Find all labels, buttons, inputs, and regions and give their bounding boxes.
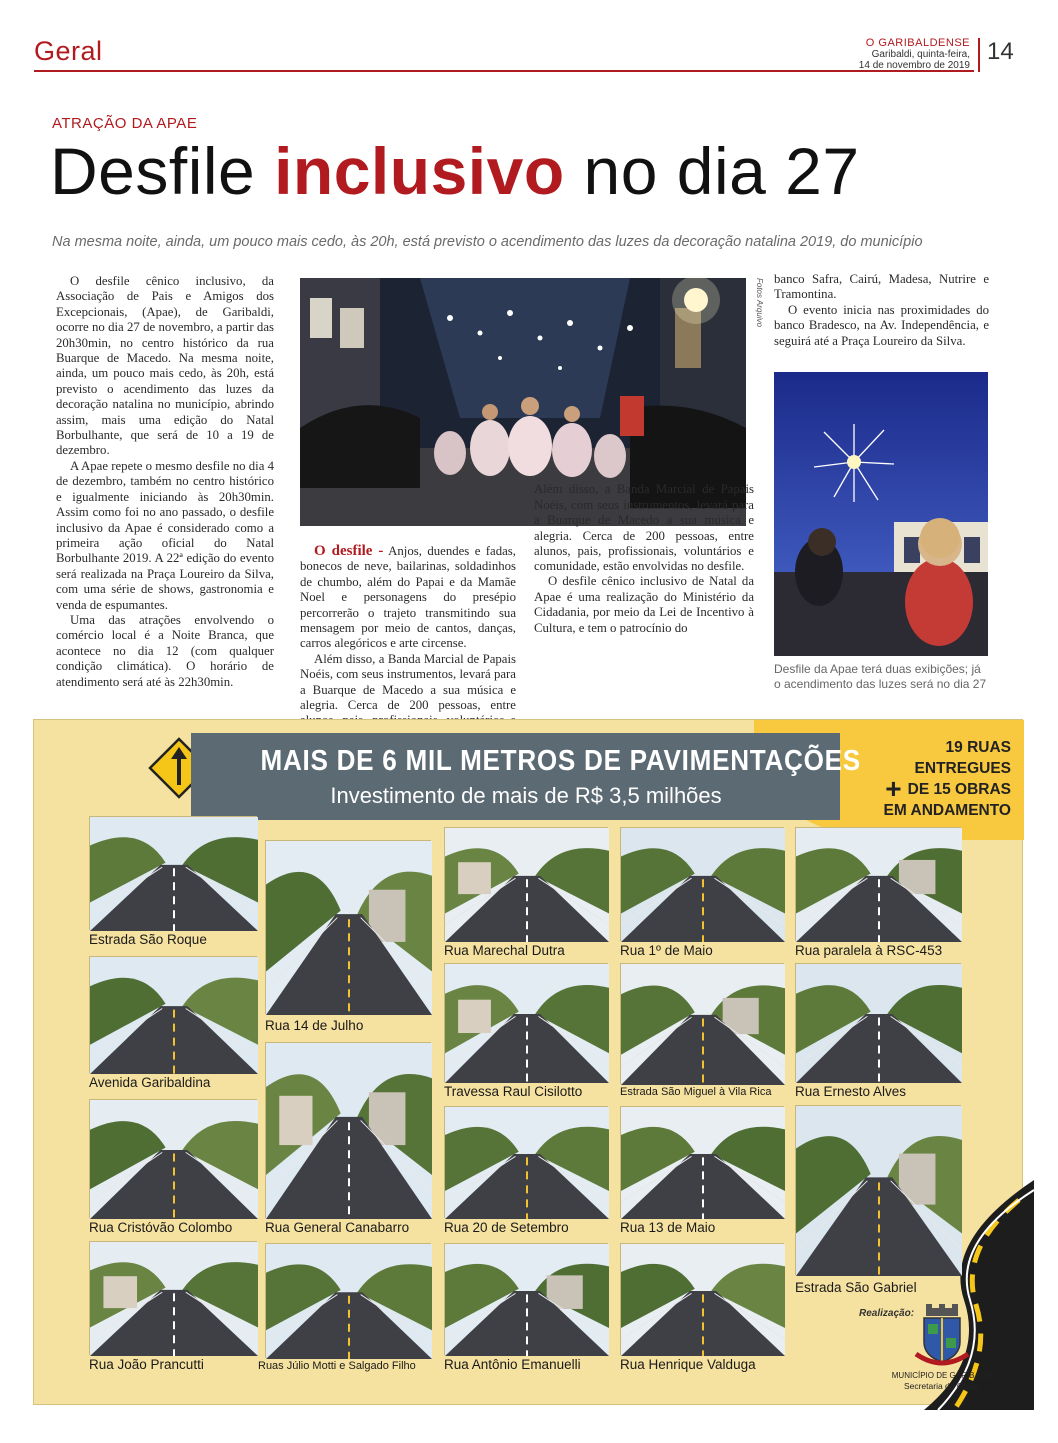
- paragraph: O desfile cênico inclusivo de Natal da Apae é uma realização do Ministério da Cidadania, por meio da Lei de Incentivo à Cultura, e tem o patrocínio do: [534, 574, 754, 635]
- headline-part-2: no dia 27: [564, 134, 860, 208]
- ad-banner: [191, 733, 861, 820]
- department-name: Secretaria de Obras: [903, 1381, 981, 1391]
- paragraph: O desfile cênico inclusivo, da Associação de Pais e Amigos dos Excepcionais, (Apae), de Garibaldi, ocorre no dia 27 de novembro, a partir das 20h30min, no centro histórico da rua Buarque de Macedo. Na mesma noite, ainda, um pouco mais cedo, às 20h, está previsto o acendimento das luzes da decoração natalina no município, abrindo assim, mais uma edição do Natal Borbulhante, que será de 10 a 19 de dezembro.: [56, 274, 274, 458]
- article-subhead: Na mesma noite, ainda, um pouco mais cedo, às 20h, está previsto o acendimento das luzes da decoração natalina 2019, do município: [52, 234, 923, 250]
- paragraph: Além disso, a Banda Marcial de Papais Noéis, com seus instrumentos, levará para a Buarque de Macedo a sua música e alegria. Cerca de 200 pessoas, entre: [300, 651, 516, 713]
- road-photo: [620, 1106, 784, 1218]
- ad-subtitle: Investimento de mais de R$ 3,5 milhões: [330, 783, 722, 808]
- newspaper-info: [859, 38, 970, 71]
- page-number: 14: [987, 38, 1014, 65]
- stat-line: EM ANDAMENTO: [883, 802, 1011, 819]
- road-photo: [444, 1243, 608, 1355]
- stat-line: ENTREGUES: [914, 760, 1011, 777]
- road-caption: Rua Cristóvão Colombo: [89, 1220, 233, 1235]
- road-photo: [265, 1243, 431, 1358]
- paving-advertisement: [33, 719, 1023, 1405]
- municipal-crest-icon: [914, 1304, 970, 1370]
- paragraph: O evento inicia nas proximidades do banco Bradesco, na Av. Independência, e seguirá até a Praça Loureiro da Silva.: [774, 302, 989, 348]
- road-photo: [89, 1241, 257, 1355]
- road-caption: Rua General Canabarro: [265, 1220, 410, 1235]
- page-number-divider: [978, 38, 980, 72]
- road-photo: [444, 963, 608, 1082]
- road-caption: Rua paralela à RSC-453: [795, 943, 943, 958]
- plus-icon: +: [885, 773, 902, 804]
- paragraph: banco Safra, Cairú, Madesa, Nutrire e Tramontina.: [774, 272, 989, 302]
- road-caption: Rua 14 de Julho: [265, 1018, 364, 1033]
- road-photo: [620, 827, 784, 941]
- header-rule: [34, 70, 974, 72]
- road-caption: Rua 1º de Maio: [620, 943, 713, 958]
- article-column-1: [56, 274, 274, 690]
- ad-title: MAIS DE 6 MIL METROS DE PAVIMENTAÇÕES: [260, 745, 861, 777]
- headline-highlight: inclusivo: [274, 134, 565, 208]
- stat-text: DE 15 OBRAS: [907, 781, 1011, 798]
- road-caption: Estrada São Roque: [89, 932, 207, 947]
- road-caption: Avenida Garibaldina: [89, 1075, 211, 1090]
- municipality-credit: [874, 1371, 1010, 1391]
- road-caption: Rua 13 de Maio: [620, 1220, 716, 1235]
- article-column-4: [774, 272, 989, 349]
- road-caption: Travessa Raul Cisilotto: [444, 1084, 583, 1099]
- road-photo: [795, 1105, 961, 1275]
- date-line-2: 14 de novembro de 2019: [858, 60, 970, 71]
- road-caption: Estrada São Gabriel: [795, 1280, 917, 1295]
- stat-line: 19 RUAS: [945, 739, 1011, 756]
- road-photo: [620, 1243, 784, 1355]
- road-photo: [265, 1042, 431, 1218]
- road-photo: [265, 840, 431, 1014]
- section-lead-in: O desfile -: [314, 543, 384, 559]
- road-caption: Ruas Júlio Motti e Salgado Filho: [258, 1360, 416, 1372]
- headline-part-1: Desfile: [50, 134, 275, 208]
- municipality-name: MUNICÍPIO DE GARIBALDI: [891, 1371, 993, 1380]
- article-headline: [50, 133, 860, 209]
- road-caption: Estrada São Miguel à Vila Rica: [620, 1086, 772, 1098]
- paragraph: [300, 544, 516, 652]
- section-name: Geral: [34, 36, 103, 66]
- photo-caption: Desfile da Apae terá duas exibições; já o acendimento das luzes será no dia 27: [774, 662, 987, 691]
- road-caption: Rua Ernesto Alves: [795, 1084, 907, 1099]
- road-caption: Rua 20 de Setembro: [444, 1220, 569, 1235]
- article-column-2: [300, 544, 516, 714]
- paragraph: Além disso, a Banda Marcial de Papais Noéis, com seus instrumentos, levará para a Buarque de Macedo a sua música e alegria. Cerca de 200 pessoas, entre alunos, pais, profissionais, voluntários e comunidade, estão envolvidas no desfile.: [534, 482, 754, 574]
- road-photo: [89, 1099, 257, 1218]
- photo-credit: Fotos Arquivo: [755, 278, 764, 328]
- newspaper-name: O GARIBALDENSE: [865, 37, 970, 49]
- road-photo: [444, 1106, 608, 1218]
- road-photo: [795, 827, 961, 941]
- road-caption: Rua João Prancutti: [89, 1357, 204, 1372]
- ad-stats: [868, 737, 1011, 821]
- road-photo: [89, 956, 257, 1073]
- lead-in-text: Anjos, duendes e fadas, bonecos de neve, bailarinas, soldadinhos de chumbo, além do Papai e da Mamãe Noel e personagens do presépio percorrerão o trajeto transmitindo sua mensagem por meio de cantos, danças, carros alegóricos e arte circense.: [300, 544, 516, 651]
- date-line-1: Garibaldi, quinta-feira,: [871, 49, 970, 60]
- article-kicker: ATRAÇÃO DA APAE: [52, 115, 198, 132]
- road-photo: [620, 963, 784, 1084]
- realizacao-label: Realização:: [859, 1308, 915, 1319]
- road-caption: Rua Antônio Emanuelli: [444, 1357, 581, 1372]
- road-photo: [444, 827, 608, 941]
- stat-line: [868, 773, 1011, 804]
- road-caption: Rua Henrique Valduga: [620, 1357, 756, 1372]
- paragraph: A Apae repete o mesmo desfile no dia 4 de dezembro, também no centro histórico e igualmente iniciando às 20h30min. Assim como foi no ano passado, o desfile inclusivo da Apae é considerado como a primeira ação oficial do Natal Borbulhante 2019. A 22ª edição do evento será realizada na Praça Loureiro da Silva, com uma série de shows, gastronomia e venda de espumantes.: [56, 458, 274, 612]
- article-column-3: [534, 482, 754, 636]
- fireworks-photo: [774, 372, 988, 656]
- road-photo: [89, 816, 257, 930]
- road-caption: Rua Marechal Dutra: [444, 943, 565, 958]
- paragraph: Uma das atrações envolvendo o comércio local é a Noite Branca, que acontece no dia 12 (com qualquer condição climática). O horário de atendimento será até às 22h30min.: [56, 612, 274, 689]
- road-photo: [795, 963, 961, 1082]
